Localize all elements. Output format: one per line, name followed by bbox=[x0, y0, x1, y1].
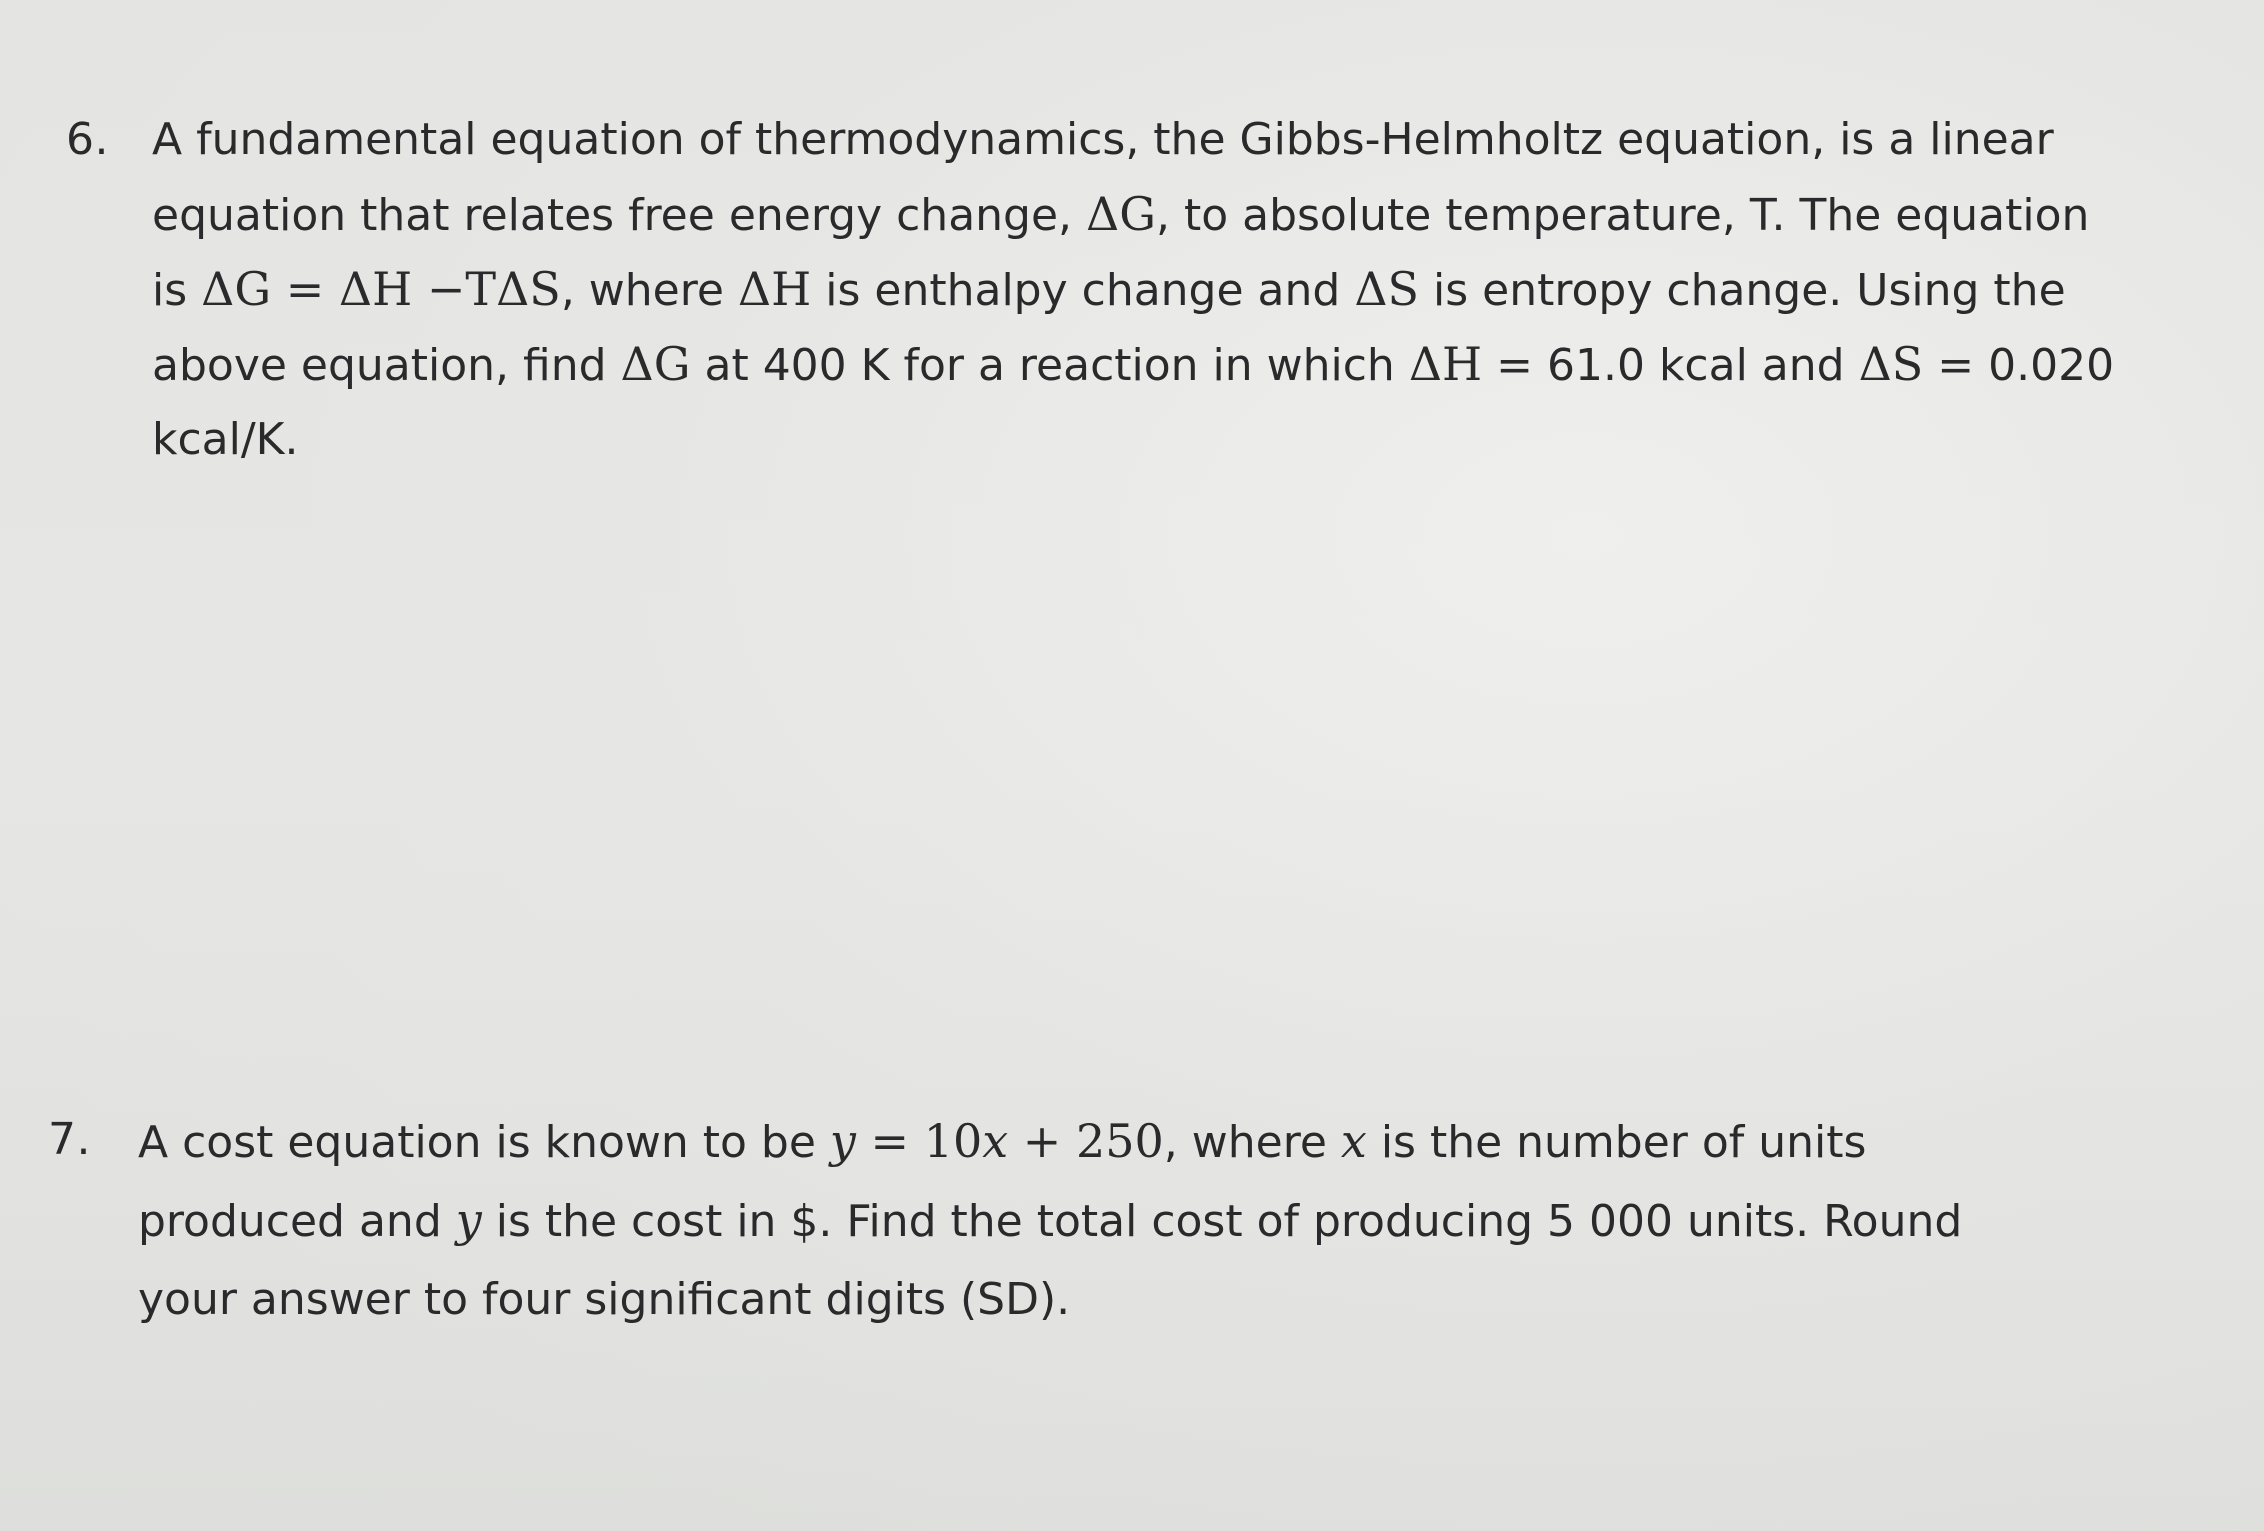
problem-6-text bbox=[152, 102, 2242, 477]
problem-7-line-3 bbox=[138, 1260, 2218, 1339]
problem-6-line-5-text: kcal/K. bbox=[152, 414, 299, 465]
problem-6-line-4 bbox=[152, 327, 2242, 402]
variable-y: y bbox=[829, 1114, 856, 1168]
delta-s-symbol: ΔS bbox=[1354, 262, 1420, 316]
text-segment: equation that relates free energy change, bbox=[152, 190, 1087, 241]
text-segment: produced and bbox=[138, 1196, 456, 1247]
text-segment: , where bbox=[560, 265, 738, 316]
text-segment: at 400 K for a reaction in which bbox=[690, 340, 1409, 391]
text-segment: = 61.0 kcal and bbox=[1482, 340, 1859, 391]
variable-x: x bbox=[1340, 1114, 1367, 1168]
problem-6-line-3 bbox=[152, 252, 2242, 327]
text-segment: is entropy change. Using the bbox=[1419, 265, 2066, 316]
text-segment: , where bbox=[1163, 1117, 1341, 1168]
problem-7-number: 7. bbox=[48, 1114, 91, 1165]
text-segment: = 0.020 bbox=[1923, 340, 2115, 391]
equation-part: = 10 bbox=[855, 1114, 983, 1168]
problem-6-line-2 bbox=[152, 177, 2242, 252]
gibbs-helmholtz-equation: ΔG = ΔH −TΔS bbox=[201, 262, 561, 316]
variable-y: y bbox=[455, 1193, 482, 1247]
problem-6-line-1 bbox=[152, 102, 2242, 177]
problem-6-number: 6. bbox=[66, 114, 109, 165]
delta-h-symbol: ΔH bbox=[737, 262, 812, 316]
text-segment: is enthalpy change and bbox=[811, 265, 1355, 316]
problem-7-line-2 bbox=[138, 1181, 2218, 1260]
text-segment: is the number of units bbox=[1366, 1117, 1867, 1168]
text-segment: is bbox=[152, 265, 202, 316]
delta-g-symbol: ΔG bbox=[620, 337, 691, 391]
delta-h-symbol: ΔH bbox=[1408, 337, 1483, 391]
delta-s-symbol: ΔS bbox=[1858, 337, 1924, 391]
problem-6-line-5 bbox=[152, 402, 2242, 477]
variable-x: x bbox=[982, 1114, 1009, 1168]
problem-7-line-3-text: your answer to four significant digits (SD). bbox=[138, 1274, 1071, 1325]
problem-6-line-1-text: A fundamental equation of thermodynamics, the Gibbs-Helmholtz equation, is a linear bbox=[152, 114, 2054, 165]
equation-part: + 250 bbox=[1008, 1114, 1164, 1168]
text-segment: A cost equation is known to be bbox=[138, 1117, 830, 1168]
problem-7-line-1 bbox=[138, 1102, 2218, 1181]
problem-7-text bbox=[138, 1102, 2218, 1339]
delta-g-symbol: ΔG bbox=[1086, 187, 1156, 241]
text-segment: above equation, find bbox=[152, 340, 621, 391]
text-segment: is the cost in $. Find the total cost of producing 5 000 units. Round bbox=[481, 1196, 1963, 1247]
text-segment: , to absolute temperature, T. The equation bbox=[1155, 190, 2090, 241]
